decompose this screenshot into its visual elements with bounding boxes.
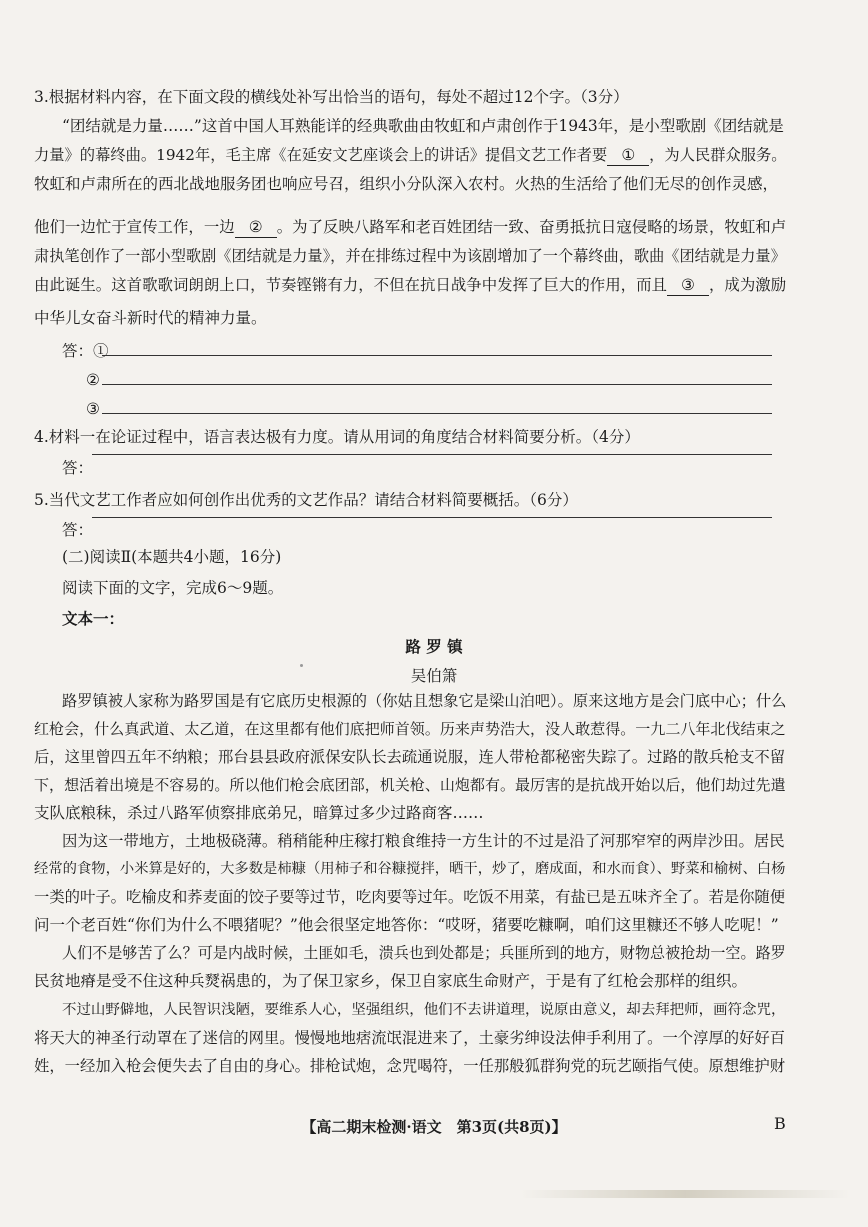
story-line: 姓，一经加入枪会便失去了自由的身心。排枪试炮，念咒喝符，一任那般狐群狗党的玩艺颐指气使。原想维护财 xyxy=(34,1057,786,1075)
q3-para-line-7: 中华儿女奋斗新时代的精神力量。 xyxy=(34,309,267,327)
story-line: 后，这里曾四五年不纳粮；邢台县县政府派保安队长去疏通说服，连人带枪都秘密失踪了。过路的散兵枪支不留 xyxy=(34,748,786,766)
story-line: 支队底粮秣，杀过八路军侦察排底弟兄，暗算过多少过路商客…… xyxy=(34,804,484,822)
story-line: 路罗镇被人家称为路罗国是有它底历史根源的（你姑且想象它是梁山泊吧）。原来这地方是会门底中心；什么 xyxy=(62,692,787,710)
story-line: 因为这一带地方，土地极硗薄。稍稍能种庄稼打粮食维持一方生计的不过是沿了河那窄窄的两岸沙田。居民 xyxy=(62,832,785,850)
q3-para-line-5: 肃执笔创作了一部小型歌剧《团结就是力量》，并在排练过程中为该剧增加了一个幕终曲，歌曲《团结就是力量》 xyxy=(34,247,786,265)
story-line: 红枪会，什么真武道、太乙道，在这里都有他们底把师首领。历来声势浩大，没人敢惹得。一九二八年北伐结束之 xyxy=(34,720,786,738)
q3-para-line-6 xyxy=(34,275,786,296)
story-line: 问一个老百姓“你们为什么不喂猪呢？”他会很坚定地答你：“哎呀，猪要吃糠啊，咱们这里糠还不够人吃呢！” xyxy=(34,916,779,934)
story-line: 人们不是够苦了么？可是内战时候，土匪如毛，溃兵也到处都是；兵匪所到的地方，财物总被抢劫一空。路罗 xyxy=(62,944,786,962)
story-title: 路 罗 镇 xyxy=(405,637,463,656)
story-line: 下，想活着出境是不容易的。所以他们枪会底团部，机关枪、山炮都有。最厉害的是抗战开始以后，他们劫过先遣 xyxy=(34,776,786,794)
q3-para-line-1: “团结就是力量……”这首中国人耳熟能详的经典歌曲由牧虹和卢肃创作于1943年，是小型歌剧《团结就是 xyxy=(62,117,784,135)
q5-answer-line[interactable] xyxy=(92,517,772,518)
q3-para-line-2 xyxy=(34,145,787,166)
q5-answer-label: 答： xyxy=(62,521,94,539)
section-instruction: 阅读下面的文字，完成6～9题。 xyxy=(62,579,284,597)
q3-answer-2-label: ② xyxy=(86,371,100,389)
story-line: 一类的叶子。吃榆皮和荞麦面的饺子要等过节，吃肉要等过年。吃饭不用菜，有盐已是五味齐全了。若是你随便 xyxy=(34,888,786,906)
q3-line6-text-a: 由此诞生。这首歌歌词朗朗上口，节奏铿锵有力，不但在抗日战争中发挥了巨大的作用，而且 xyxy=(34,276,667,294)
blank-3[interactable]: ③ xyxy=(667,275,709,296)
q3-prompt: 3.根据材料内容，在下面文段的横线处补写出恰当的语句，每处不超过12个字。（3分） xyxy=(34,88,629,106)
story-line: 将天大的神圣行动罩在了迷信的网里。慢慢地地痞流氓混进来了，土豪劣绅设法伸手利用了。一个淳厚的好好百 xyxy=(34,1029,786,1047)
section-heading: (二)阅读Ⅱ(本题共4小题，16分) xyxy=(62,548,282,566)
story-author: 吴伯箫 xyxy=(410,667,458,685)
blank-2[interactable]: ② xyxy=(235,217,277,238)
q3-answer-1-label: 答：① xyxy=(62,342,109,360)
q3-line4-text-a: 他们一边忙于宣传工作，一边 xyxy=(34,218,235,236)
q3-para-line-4 xyxy=(34,217,786,238)
q3-line6-text-b: ，成为激励 xyxy=(708,276,787,294)
q3-line2-text-a: 力量》的幕终曲。1942年，毛主席《在延安文艺座谈会上的讲话》提倡文艺工作者要 xyxy=(34,146,608,164)
story-line: 经常的食物，小米算是好的，大多数是柿糠（用柿子和谷糠搅拌，晒干，炒了，磨成面，和水而食）、野菜和榆树、白杨 xyxy=(34,861,786,877)
blank-1[interactable]: ① xyxy=(607,145,649,166)
q3-answer-3-line[interactable] xyxy=(102,413,772,414)
q4-answer-label: 答： xyxy=(62,459,94,477)
q4-answer-line[interactable] xyxy=(92,454,772,455)
q3-line2-text-b: ，为人民群众服务。 xyxy=(649,146,787,164)
q3-para-line-3: 牧虹和卢肃所在的西北战地服务团也响应号召，组织小分队深入农村。火热的生活给了他们无尽的创作灵感， xyxy=(34,175,779,193)
q3-answer-3-label: ③ xyxy=(86,400,100,418)
q3-answer-1-line[interactable] xyxy=(102,355,772,356)
story-line: 民贫地瘠是受不住这种兵燹祸患的，为了保卫家乡，保卫自家底生命财产，于是有了红枪会那样的组织。 xyxy=(34,972,748,990)
q3-line4-text-b: 。为了反映八路军和老百姓团结一致、奋勇抵抗日寇侵略的场景，牧虹和卢 xyxy=(276,218,787,236)
q5-prompt: 5.当代文艺工作者应如何创作出优秀的文艺作品？请结合材料简要概括。（6分） xyxy=(34,491,578,509)
q3-answer-2-line[interactable] xyxy=(102,384,772,385)
scan-smudge xyxy=(520,1190,850,1198)
version-letter: B xyxy=(774,1114,786,1133)
page-footer: 【高二期末检测·语文 第3页(共8页)】 xyxy=(301,1118,567,1136)
story-line: 不过山野僻地，人民智识浅陋，要维系人心，坚强组织，他们不去讲道理，说原由意义，却去拜把师，画符念咒， xyxy=(62,1002,786,1018)
text-one-label: 文本一： xyxy=(62,609,125,628)
q4-prompt: 4.材料一在论证过程中，语言表达极有力度。请从用词的角度结合材料简要分析。（4分） xyxy=(34,428,640,446)
